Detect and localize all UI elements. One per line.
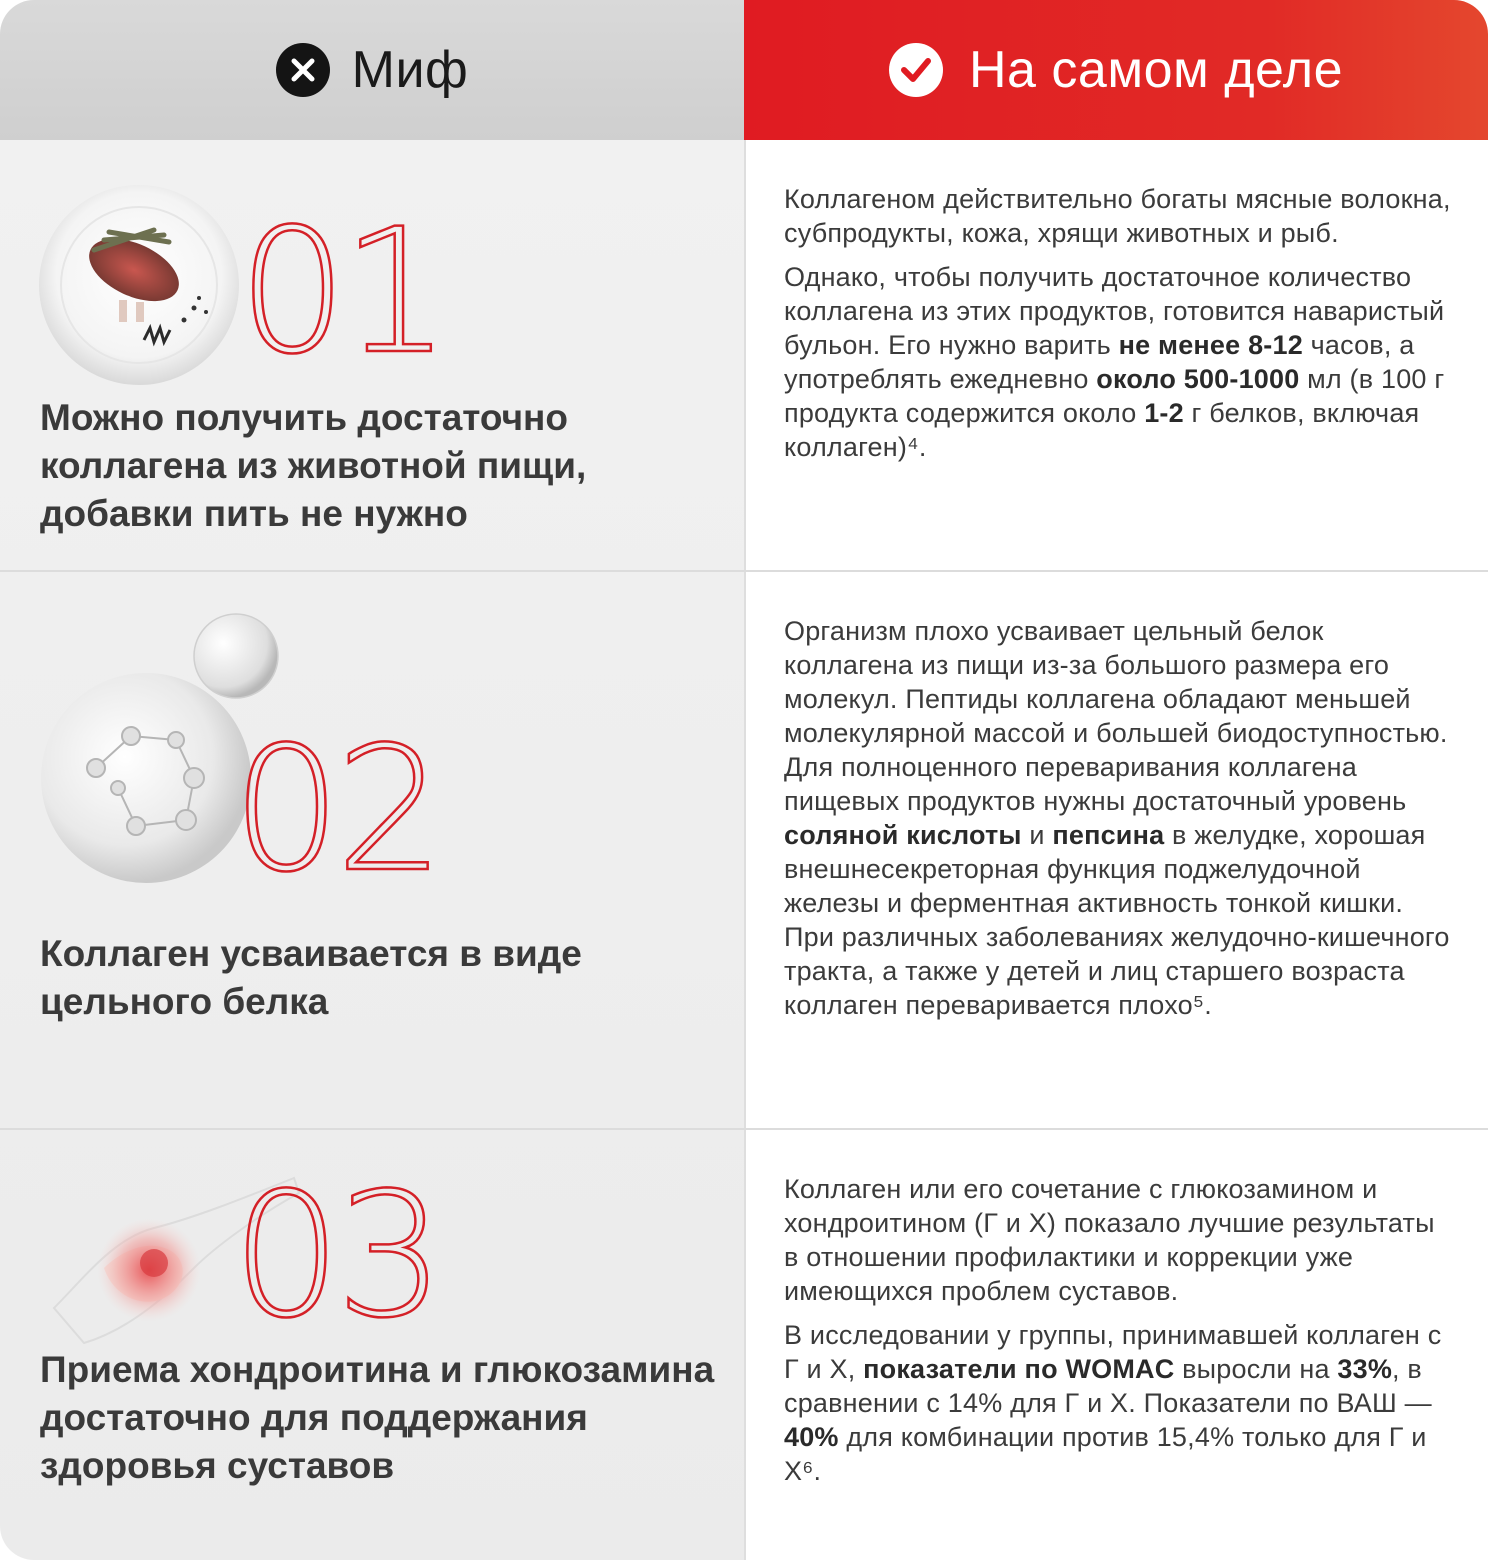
fact-paragraph: Коллаген или его сочетание с глюкозамином и хондроитином (Г и Х) показало лучшие результаты в отношении профилактики и коррекции уже имеющихся проблем суставов. — [784, 1174, 1435, 1306]
fact-text-run: в желудке, хорошая внешнесекреторная функция поджелудочной железы и ферментная активность тонкой кишки. При различных заболеваниях желудочно-кишечного тракта, а также у детей и лиц старшего возраста коллаген переваривается плохо⁵. — [784, 820, 1450, 1020]
fact-text — [784, 614, 1454, 1022]
fact-text-run: для комбинации против 15,4% только для Г и Х⁶. — [784, 1422, 1427, 1486]
fact-text-run: В исследовании у группы, принимавшей коллаген с Г и Х, — [784, 1320, 1442, 1384]
fact-text-run: г белков, включая коллаген)⁴. — [784, 398, 1420, 462]
fact-text — [784, 1172, 1454, 1488]
fact-paragraph — [784, 260, 1454, 464]
myth-row-1 — [0, 140, 1488, 570]
fact-text-run: выросли на — [1174, 1354, 1338, 1384]
fact-emphasis: показатели по WOMAC — [863, 1354, 1175, 1384]
myth-statement: Можно получить достаточно коллагена из животной пищи, добавки пить не нужно — [40, 397, 587, 534]
myth-header-title: Миф — [351, 41, 469, 99]
fact-text-run: , в сравнении с 14% для Г и Х. Показатели по ВАШ — — [784, 1354, 1432, 1418]
fact-text — [784, 182, 1454, 464]
fact-emphasis: 40% — [784, 1422, 839, 1452]
fact-emphasis: около 500-1000 — [1096, 364, 1300, 394]
steak-plate-image — [34, 180, 244, 390]
myth-row-2 — [0, 572, 1488, 1128]
fact-text-run: Однако, чтобы получить достаточное количество коллагена из этих продуктов, готовится наваристый бульон. Его нужно варить — [784, 262, 1445, 360]
myth-statement: Коллаген усваивается в виде цельного белка — [40, 933, 582, 1022]
myth-statement: Приема хондроитина и глюкозамина достаточно для поддержания здоровья суставов — [40, 1349, 715, 1486]
check-icon — [889, 43, 943, 97]
fact-header-title: На самом деле — [968, 41, 1343, 99]
fact-emphasis: не менее 8-12 — [1118, 330, 1303, 360]
fact-header — [744, 0, 1488, 140]
fact-emphasis: соляной кислоты — [784, 820, 1022, 850]
fact-paragraph — [784, 614, 1454, 1022]
fact-emphasis: 1-2 — [1144, 398, 1184, 428]
fact-paragraph — [784, 1318, 1454, 1488]
fact-emphasis: 33% — [1337, 1354, 1393, 1384]
row-number: 03 — [232, 1155, 439, 1356]
fact-text-run: и — [1021, 820, 1053, 850]
row-number: 01 — [238, 191, 445, 392]
fact-text-run: Организм плохо усваивает цельный белок коллагена из пищи из-за большого размера его молекул. Пептиды коллагена обладают меньшей молекулярной массой и большей биодоступностью. Для полноценного переваривания коллагена пищевых продуктов нужны достаточный уровень — [784, 616, 1448, 816]
row-number: 02 — [232, 709, 439, 910]
fact-paragraph: Коллагеном действительно богаты мясные волокна, субпродукты, кожа, хрящи животных и рыб. — [784, 184, 1451, 248]
myth-header — [0, 0, 744, 140]
fact-text-run: мл (в 100 г продукта содержится около — [784, 364, 1445, 428]
fact-emphasis: пепсина — [1052, 820, 1165, 850]
myth-row-3 — [0, 1130, 1488, 1560]
close-icon — [276, 43, 330, 97]
fact-text-run: часов, а употреблять ежедневно — [784, 330, 1415, 394]
